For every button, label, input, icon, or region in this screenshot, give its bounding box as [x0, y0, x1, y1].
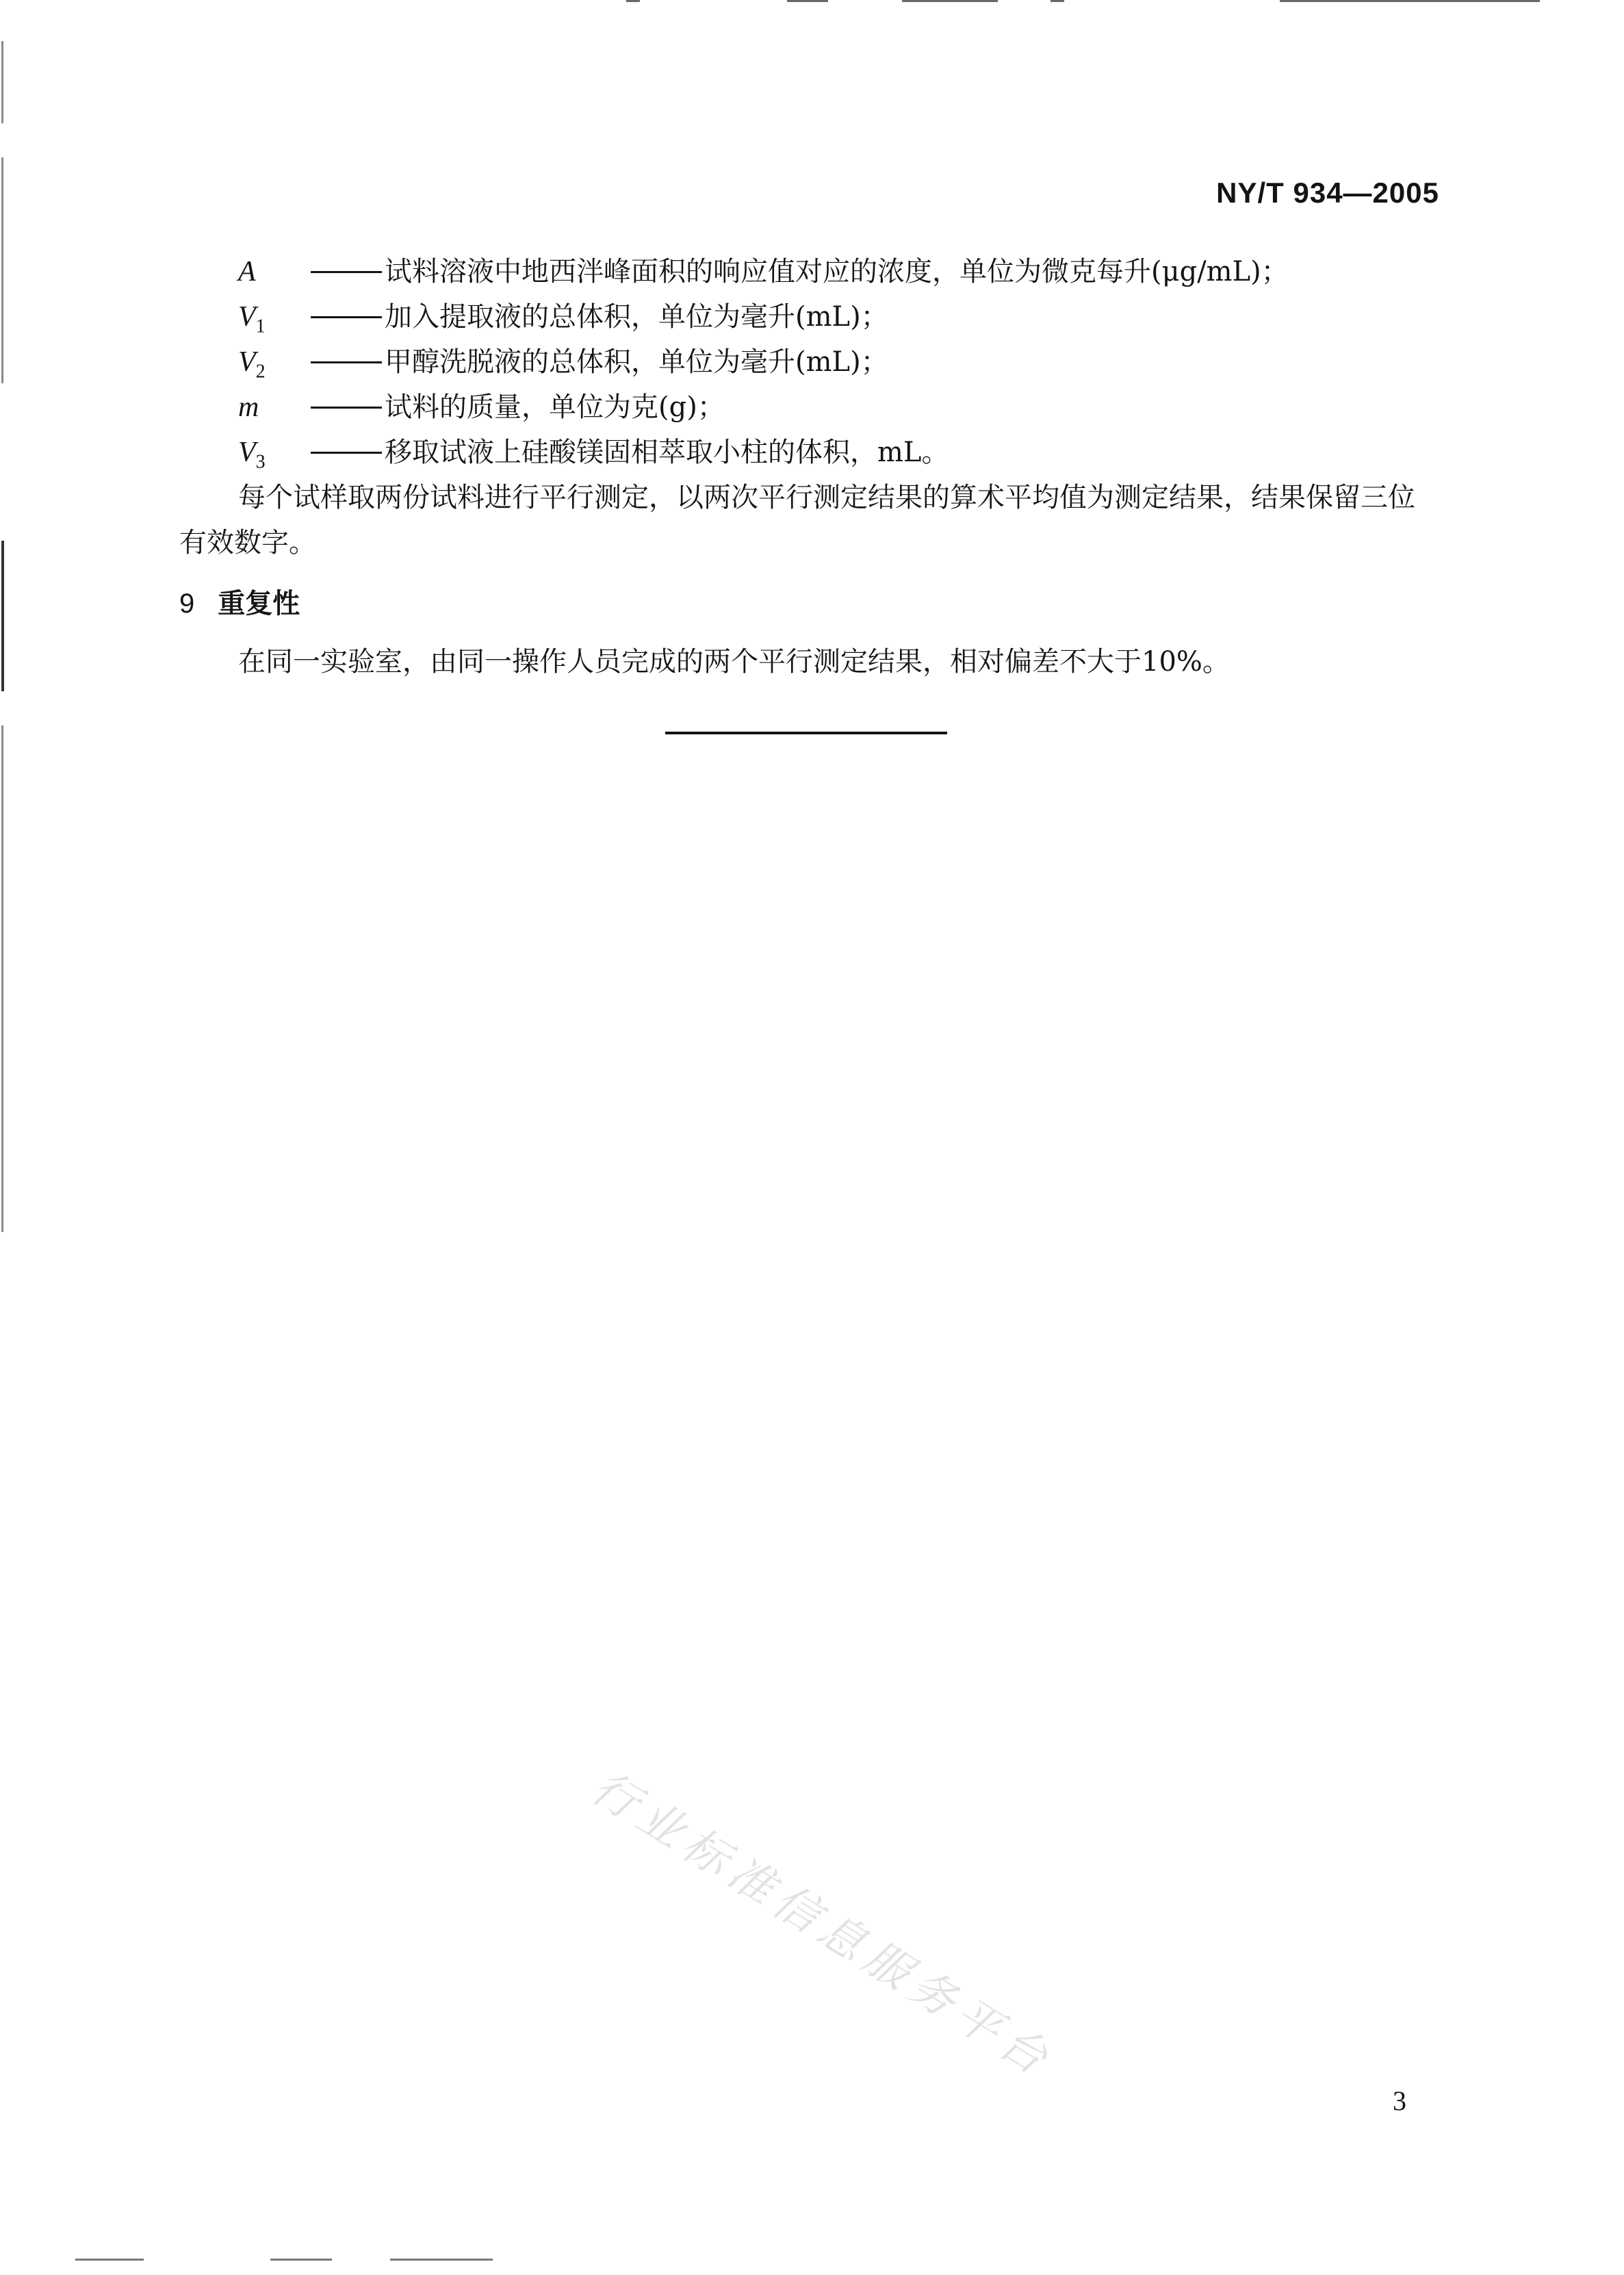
variable-symbol: $V_2$ [238, 346, 266, 383]
standard-code: NY/T 934—2005 [1216, 177, 1439, 209]
variable-symbol: $V_1$ [238, 301, 266, 337]
variable-description: 试料的质量，单位为克(g)； [385, 391, 725, 423]
definition-dash [311, 271, 382, 273]
scan-edge-mark [75, 2259, 144, 2261]
section-heading [179, 582, 300, 621]
definition-dash [311, 361, 382, 363]
variable-definition [238, 295, 888, 337]
variable-description: 加入提取液的总体积，单位为毫升(mL)； [385, 301, 888, 333]
end-of-text-rule [665, 732, 947, 734]
scan-edge-mark [1, 157, 3, 383]
variable-description: 移取试液上硅酸镁固相萃取小柱的体积，mL。 [385, 437, 949, 468]
scan-edge-mark [1, 41, 3, 123]
result-paragraph-line: 有效数字。 [179, 527, 316, 558]
scan-edge-mark [1, 725, 3, 1232]
definition-dash [311, 452, 382, 454]
variable-definition [238, 385, 725, 428]
scan-edge-mark [1280, 0, 1540, 2]
scan-edge-mark [1, 541, 4, 691]
variable-definition [238, 430, 949, 473]
scan-edge-mark [270, 2259, 332, 2261]
scan-edge-mark [626, 0, 640, 2]
variable-description: 试料溶液中地西泮峰面积的响应值对应的浓度，单位为微克每升(μg/mL)； [385, 256, 1289, 287]
section-title: 重复性 [218, 589, 300, 619]
scan-edge-mark [902, 0, 998, 2]
definition-dash [311, 407, 382, 409]
watermark-text: 行业标准信息服务平台 [582, 1760, 1064, 2089]
scan-edge-mark [787, 0, 828, 2]
section-number: 9 [179, 589, 195, 619]
page-number: 3 [1393, 2085, 1406, 2116]
variable-symbol: $V_3$ [238, 437, 266, 473]
definition-dash [311, 316, 382, 318]
variable-definition [238, 250, 1289, 292]
result-paragraph-line: 每个试样取两份试料进行平行测定，以两次平行测定结果的算术平均值为测定结果，结果保留三位 [238, 482, 1415, 513]
variable-description: 甲醇洗脱液的总体积，单位为毫升(mL)； [385, 346, 888, 378]
variable-definition [238, 340, 888, 383]
variable-symbol: A [238, 256, 256, 287]
section-text: 在同一实验室，由同一操作人员完成的两个平行测定结果，相对偏差不大于10%。 [238, 646, 1230, 678]
scan-edge-mark [1051, 0, 1064, 2]
variable-symbol: m [238, 391, 259, 423]
scan-edge-mark [390, 2259, 493, 2261]
